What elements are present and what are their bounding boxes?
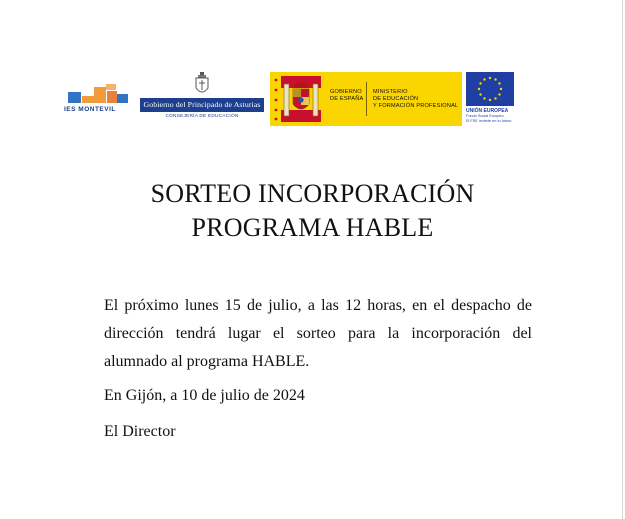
asturias-government-label: Gobierno del Principado de Asturias: [140, 98, 264, 112]
asturias-department-label: CONSEJERÍA DE EDUCACIÓN: [165, 114, 239, 119]
spain-government-label: GOBIERNO DE ESPAÑA: [330, 89, 364, 102]
eu-flag-icon: [466, 72, 514, 106]
signature-line: El Director: [104, 423, 176, 440]
place-and-date: En Gijón, a 10 de julio de 2024: [104, 387, 305, 404]
eu-logo: [466, 72, 514, 126]
eu-title-label: UNIÓN EUROPEA: [466, 108, 509, 114]
asturias-government-logo: [140, 72, 264, 126]
spain-government-logo: [270, 72, 462, 126]
spain-coat-of-arms-icon: [281, 76, 321, 122]
announcement-paragraph: El próximo lunes 15 de julio, a las 12 horas, en el despacho de dirección tendrá lugar el sorteo para la incorporación del alumnado al programa HABLE.: [104, 297, 532, 370]
document-title-line-1: SORTEO INCORPORACIÓN: [150, 179, 475, 208]
spain-stars-icon: [273, 76, 279, 122]
ies-logo-text: IES MONTEVIL: [64, 106, 116, 113]
page-edge: [622, 0, 623, 519]
asturias-crest-icon: [194, 72, 210, 96]
document-title-line-2: PROGRAMA HABLE: [191, 213, 434, 242]
eu-fund-label: Fondo Social Europeo El FSE invierte en tu futuro: [466, 114, 512, 123]
ies-montevil-logo: [64, 84, 130, 118]
spain-logo-separator: [366, 82, 367, 116]
ministry-label: MINISTERIO DE EDUCACIÓN Y FORMACIÓN PROFESIONAL: [373, 89, 459, 109]
